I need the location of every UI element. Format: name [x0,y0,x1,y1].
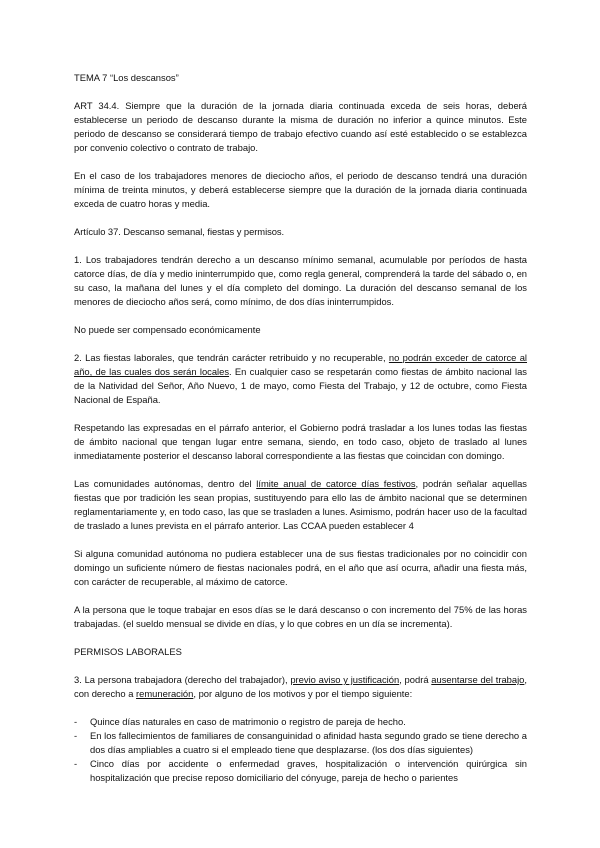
fiestas-laborales-paragraph [74,351,527,407]
incremento-paragraph: A la persona que le toque trabajar en esos días se le dará descanso o con incremento del 75% de las horas trabajadas. (el sueldo mensual se divide en días, y lo que cobres en un día se incrementa). [74,604,527,629]
text-run: 3. La persona trabajadora (derecho del trabajador), [74,674,291,685]
text-run: , podrá [399,674,432,685]
document-title: TEMA 7 “Los descansos” [74,72,179,83]
text-run: , por alguno de los motivos y por el tiempo siguiente: [193,688,413,699]
list-item [74,757,527,785]
text-run: , podrán señalar aquellas fiestas que por tradición les sean propias, sustituyendo para ello las de ámbito nacional que se determinen reglamentariamente y, en todo caso, las que se trasladen a lunes. Asimismo, podrán hacer uso de la facultad de traslado a lunes prevista en el párrafo anterior. Las CCAA pueden establecer 4 [74,478,527,531]
list-item [74,715,527,729]
underlined-text: previo aviso y justificación [290,674,400,685]
document-body [74,71,527,785]
menores-paragraph: En el caso de los trabajadores menores de dieciocho años, el periodo de descanso tendrá una duración mínima de treinta minutos, y deberá establecerse siempre que la duración de la jornada diaria continuada exceda de cuatro horas y media. [74,170,527,209]
permisos-list [74,715,527,785]
art-37-heading: Artículo 37. Descanso semanal, fiestas y permisos. [74,226,285,237]
text-run: , con derecho a [74,674,527,699]
text-run: Las comunidades autónomas, dentro del [74,478,257,489]
text-run: . En cualquier caso se respetarán como fiestas de ámbito nacional las de la Natividad del Señor, Año Nuevo, 1 de mayo, como Fiesta del Trabajo, y 12 de octubre, como Fiesta Nacional de España. [74,366,527,405]
underlined-text: remuneración [136,688,194,699]
permisos-heading: PERMISOS LABORALES [74,646,182,657]
ccaa-paragraph [74,477,527,533]
no-compensado-note: No puede ser compensado económicamente [74,324,261,335]
list-item-text: Cinco días por accidente o enfermedad graves, hospitalización o intervención quirúrgica sin hospitalización que precise reposo domiciliario del cónyuge, pareja de hecho o parientes [90,758,527,783]
underlined-text: límite anual de catorce días festivos [256,478,416,489]
list-item-text: En los fallecimientos de familiares de consanguinidad o afinidad hasta segundo grado se tiene derecho a dos días ampliables a cuatro si el empleado tiene que desplazarse. (los dos días siguientes) [90,730,527,755]
art-34-paragraph: ART 34.4. Siempre que la duración de la jornada diaria continuada exceda de seis horas, deberá establecerse un periodo de descanso durante la misma de duración no inferior a quince minutos. Este periodo de descanso se considerará tiempo de trabajo efectivo cuando así esté establecido o se establezca por convenio colectivo o contrato de trabajo. [74,100,527,153]
fiesta-adicional-paragraph: Si alguna comunidad autónoma no pudiera establecer una de sus fiestas tradicionales por no coincidir con domingo un suficiente número de fiestas nacionales podrá, en el año que así ocurra, añadir una fiesta más, con carácter de recuperable, al máximo de catorce. [74,548,527,587]
descanso-semanal-paragraph: 1. Los trabajadores tendrán derecho a un descanso mínimo semanal, acumulable por períodos de hasta catorce días, de día y medio ininterrumpido que, como regla general, comprenderá la tarde del sábado o, en su caso, la mañana del lunes y el día completo del domingo. La duración del descanso semanal de los menores de dieciocho años será, como mínimo, de dos días ininterrumpidos. [74,254,527,307]
underlined-text: ausentarse del trabajo [431,674,525,685]
traslado-lunes-paragraph: Respetando las expresadas en el párrafo anterior, el Gobierno podrá trasladar a los lunes todas las fiestas de ámbito nacional que tengan lugar entre semana, siendo, en todo caso, objeto de traslado al lunes inmediatamente posterior el descanso laboral correspondiente a las fiestas que coincidan con domingo. [74,422,527,461]
underlined-text: no podrán exceder de catorce al año, de las cuales dos serán locales [74,352,528,377]
bullet-dash: - [74,758,78,769]
permisos-paragraph [74,673,527,701]
list-item-text: Quince días naturales en caso de matrimonio o registro de pareja de hecho. [90,716,406,727]
bullet-dash: - [74,716,78,727]
bullet-dash: - [74,730,78,741]
text-run: 2. Las fiestas laborales, que tendrán carácter retribuido y no recuperable, [74,352,389,363]
list-item [74,729,527,757]
